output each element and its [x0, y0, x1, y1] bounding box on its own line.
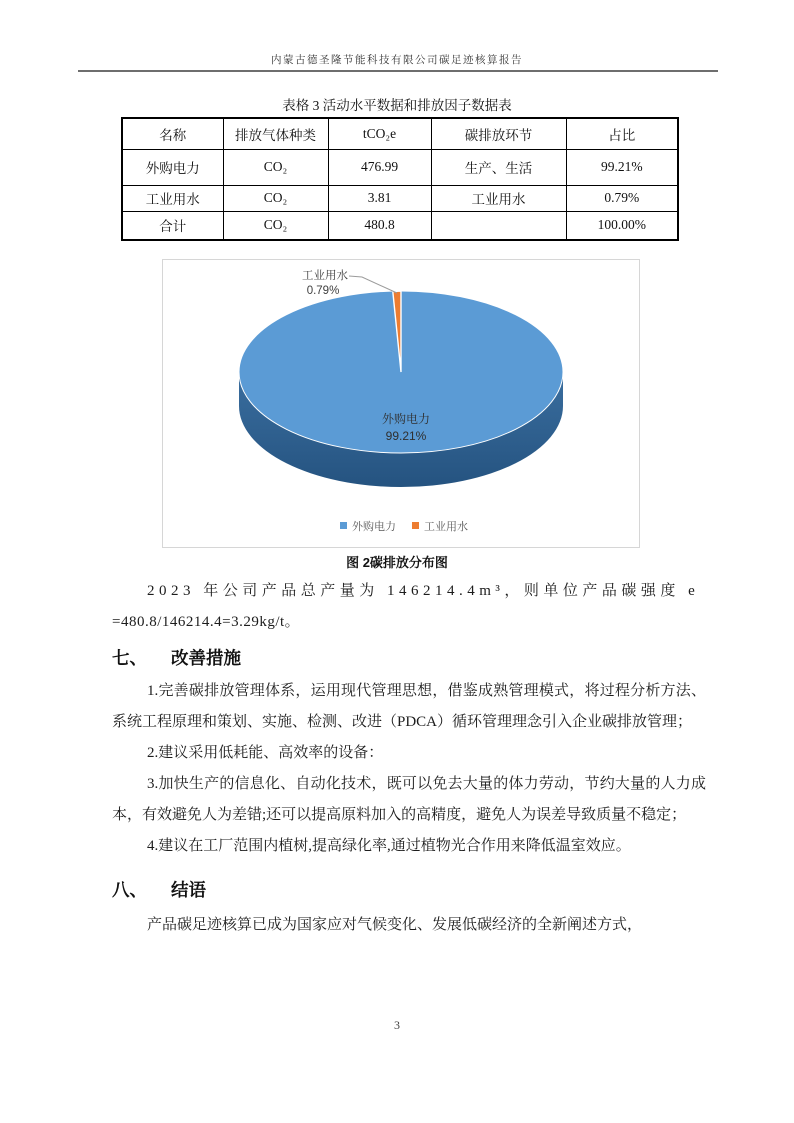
section-number: 七、	[112, 648, 147, 668]
table-row	[122, 211, 678, 240]
cell-tco2e: 480.8	[328, 211, 431, 240]
cell-stage: 工业用水	[431, 185, 566, 211]
cell-name: 合计	[122, 211, 223, 240]
label-electricity: 外购电力	[381, 412, 431, 426]
section-heading-conclusion	[112, 878, 706, 902]
table-row	[122, 185, 678, 211]
chart-legend	[340, 519, 468, 533]
section-number: 八、	[112, 880, 147, 900]
cell-gas: CO₂	[223, 211, 328, 240]
legend-label-electricity: 外购电力	[352, 521, 396, 533]
cell-gas: CO₂	[223, 185, 328, 211]
body-text	[112, 576, 706, 941]
col-header-stage: 碳排放环节	[431, 118, 566, 149]
table-row	[122, 149, 678, 185]
improvement-item-2: 2.建议采用低耗能、高效率的设备：	[147, 745, 384, 761]
improvement-item-4: 4.建议在工厂范围内植树,提高绿化率,通过植物光合作用来降低温室效应。	[147, 838, 631, 854]
figure-caption: 图 2碳排放分布图	[346, 555, 448, 570]
cell-tco2e: 476.99	[328, 149, 431, 185]
label-water: 工业用水	[302, 270, 348, 282]
cell-share: 0.79%	[566, 185, 678, 211]
table-header-row	[122, 118, 678, 149]
header-divider	[78, 70, 718, 72]
page-number: 3	[394, 1018, 400, 1032]
label-water-pct: 0.79%	[306, 285, 340, 297]
section-heading-improvements	[112, 646, 706, 670]
cell-share: 99.21%	[566, 149, 678, 185]
col-header-tco2e: tCO₂e	[328, 118, 431, 149]
improvement-item-3: 3.加快生产的信息化、自动化技术，既可以免去大量的体力劳动，节约大量的人力成本，有效避免人为差错;还可以提高原料加入的高精度，避免人为误差导致质量不稳定；	[112, 776, 706, 823]
cell-share: 100.00%	[566, 211, 678, 240]
legend-swatch-water	[412, 522, 419, 529]
improvement-item-1: 1.完善碳排放管理体系，运用现代管理思想，借鉴成熟管理模式，将过程分析方法、系统工程原理和策划、实施、检测、改进（PDCA）循环管理理念引入企业碳排放管理；	[112, 683, 706, 730]
emission-data-table	[121, 117, 679, 241]
label-electricity-pct: 99.21%	[385, 429, 427, 443]
cell-name: 工业用水	[122, 185, 223, 211]
table-title: 表格 3 活动水平数据和排放因子数据表	[282, 98, 512, 113]
cell-gas: CO₂	[223, 149, 328, 185]
section-title: 结语	[171, 880, 206, 900]
cell-stage: 生产、生活	[431, 149, 566, 185]
intro-paragraph-line1: 2023 年公司产品总产量为 146214.4m³，则单位产品碳强度 e	[147, 583, 700, 599]
legend-swatch-electricity	[340, 522, 347, 529]
cell-name: 外购电力	[122, 149, 223, 185]
section-title: 改善措施	[171, 648, 241, 668]
label-leader-line	[349, 276, 397, 293]
conclusion-paragraph: 产品碳足迹核算已成为国家应对气候变化、发展低碳经济的全新阐述方式，	[147, 917, 643, 933]
pie-chart	[162, 259, 640, 548]
cell-tco2e: 3.81	[328, 185, 431, 211]
intro-paragraph-line2: =480.8/146214.4=3.29kg/t。	[112, 614, 301, 630]
legend-label-water: 工业用水	[424, 521, 468, 533]
col-header-share: 占比	[566, 118, 678, 149]
col-header-name: 名称	[122, 118, 223, 149]
col-header-gas: 排放气体种类	[223, 118, 328, 149]
cell-stage	[431, 211, 566, 240]
document-header: 内蒙古德圣隆节能科技有限公司碳足迹核算报告	[271, 55, 523, 66]
